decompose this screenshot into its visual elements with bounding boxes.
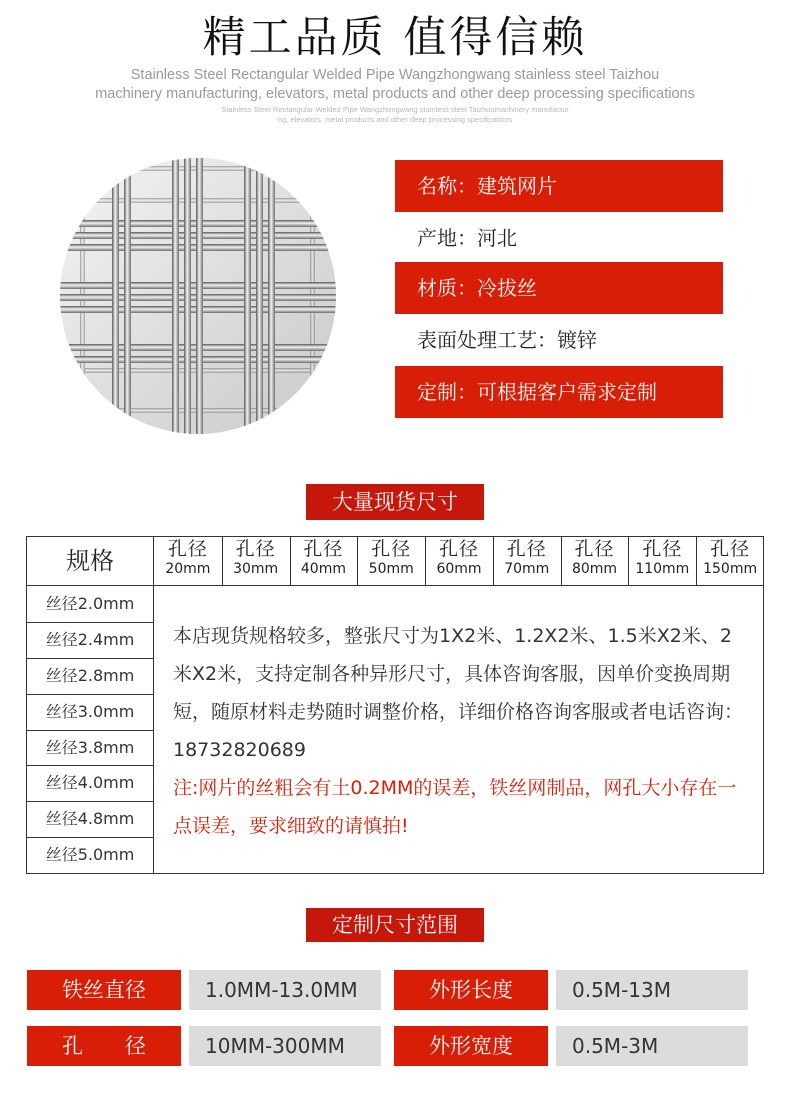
wire-diameter-cell: 丝径5.0mm xyxy=(45,845,135,865)
hole-size-value: 150mm xyxy=(703,561,758,577)
hole-size-value: 50mm xyxy=(368,561,414,577)
product-photo xyxy=(60,158,336,434)
hole-label: 孔径 xyxy=(167,538,208,560)
hole-label: 孔径 xyxy=(710,538,751,560)
spec-label: 规格 xyxy=(66,547,114,575)
wire-diameter-cell: 丝径2.4mm xyxy=(45,629,135,649)
range-value-length: 0.5M-13M xyxy=(556,970,748,1010)
hole-size-cell xyxy=(628,539,696,579)
info-material: 材质：冷拔丝 xyxy=(395,262,723,314)
subtitle xyxy=(0,66,790,104)
table-divider xyxy=(27,694,153,695)
hole-size-cell xyxy=(222,539,290,579)
error-note: 注:网片的丝粗会有土0.2MM的误差，铁丝网制品，网孔大小存在一点误差，要求细致的请慎拍! xyxy=(173,777,737,837)
hole-label: 孔径 xyxy=(506,538,547,560)
hole-label: 孔径 xyxy=(303,538,344,560)
table-divider xyxy=(27,765,153,766)
spec-table xyxy=(26,536,764,874)
hole-size-cell xyxy=(290,539,358,579)
table-divider xyxy=(27,622,153,623)
hole-label: 孔径 xyxy=(235,538,276,560)
wire-mesh-image xyxy=(60,158,336,434)
range-label-hole: 孔 径 xyxy=(27,1026,181,1066)
hole-size-value: 60mm xyxy=(436,561,482,577)
hole-label: 孔径 xyxy=(371,538,412,560)
hole-size-value: 20mm xyxy=(165,561,211,577)
hole-size-value: 30mm xyxy=(233,561,279,577)
hole-label: 孔径 xyxy=(574,538,615,560)
table-divider xyxy=(425,537,426,585)
table-divider xyxy=(493,537,494,585)
table-divider xyxy=(222,537,223,585)
wire-diameter-cell: 丝径4.8mm xyxy=(45,809,135,829)
small-subtitle-line: Stainless Steel Rectangular Welded Pipe Wangzhongwang stainless steel Taizhoumachinery manufactur xyxy=(221,105,569,114)
info-surface: 表面处理工艺：镀锌 xyxy=(417,328,597,352)
info-name: 名称：建筑网片 xyxy=(395,160,723,212)
hole-size-cell xyxy=(425,539,493,579)
table-divider xyxy=(27,801,153,802)
table-divider xyxy=(27,837,153,838)
table-divider xyxy=(290,537,291,585)
table-divider xyxy=(696,537,697,585)
hole-size-value: 40mm xyxy=(300,561,346,577)
page-title: 精工品质 值得信赖 xyxy=(202,13,588,63)
hole-label: 孔径 xyxy=(438,538,479,560)
range-value-hole: 10MM-300MM xyxy=(189,1026,381,1066)
stock-banner: 大量现货尺寸 xyxy=(306,484,484,520)
subtitle-line: machinery manufacturing, elevators, metal products and other deep processing specifications xyxy=(95,86,695,102)
hole-size-cell xyxy=(493,539,561,579)
stock-description xyxy=(173,617,749,845)
hole-size-value: 110mm xyxy=(635,561,690,577)
wire-diameter-cell: 丝径3.0mm xyxy=(45,701,135,721)
table-divider xyxy=(357,537,358,585)
small-subtitle-line: ng, elevators, metal products and other deep processing specifications xyxy=(277,115,513,124)
table-divider xyxy=(27,658,153,659)
range-label-length: 外形长度 xyxy=(394,970,548,1010)
wire-diameter-cell: 丝径3.8mm xyxy=(45,737,135,757)
hole-size-value: 70mm xyxy=(504,561,550,577)
subtitle-line: Stainless Steel Rectangular Welded Pipe Wangzhongwang stainless steel Taizhou xyxy=(130,67,660,83)
table-divider xyxy=(153,537,154,873)
custom-banner: 定制尺寸范围 xyxy=(306,908,484,942)
range-value-width: 0.5M-3M xyxy=(556,1026,748,1066)
hole-size-cell xyxy=(154,539,222,579)
table-divider xyxy=(561,537,562,585)
hole-size-cell xyxy=(357,539,425,579)
hole-size-value: 80mm xyxy=(571,561,618,577)
hole-label: 孔径 xyxy=(642,538,683,560)
description-text: 本店现货规格较多，整张尺寸为1X2米、1.2X2米、1.5米X2米、2米X2米，支持定制各种异形尺寸，具体咨询客服，因单价变换周期短，随原材料走势随时调整价格，详细价格咨询客服或者电话咨询：18732820689 xyxy=(173,625,744,761)
wire-diameter-cell: 丝径2.0mm xyxy=(45,594,135,613)
hole-size-cell xyxy=(696,539,764,579)
wire-diameter-cell: 丝径2.8mm xyxy=(45,665,135,685)
wire-diameter-cell: 丝径4.0mm xyxy=(45,773,135,793)
range-value-wire-diameter: 1.0MM-13.0MM xyxy=(189,970,381,1010)
info-custom: 定制：可根据客户需求定制 xyxy=(395,366,723,418)
range-label-width: 外形宽度 xyxy=(394,1026,548,1066)
range-label-wire-diameter: 铁丝直径 xyxy=(27,970,181,1010)
table-divider xyxy=(27,730,153,731)
small-subtitle xyxy=(0,105,790,125)
table-divider xyxy=(628,537,629,585)
info-origin: 产地：河北 xyxy=(417,226,517,250)
hole-size-cell xyxy=(561,539,629,579)
